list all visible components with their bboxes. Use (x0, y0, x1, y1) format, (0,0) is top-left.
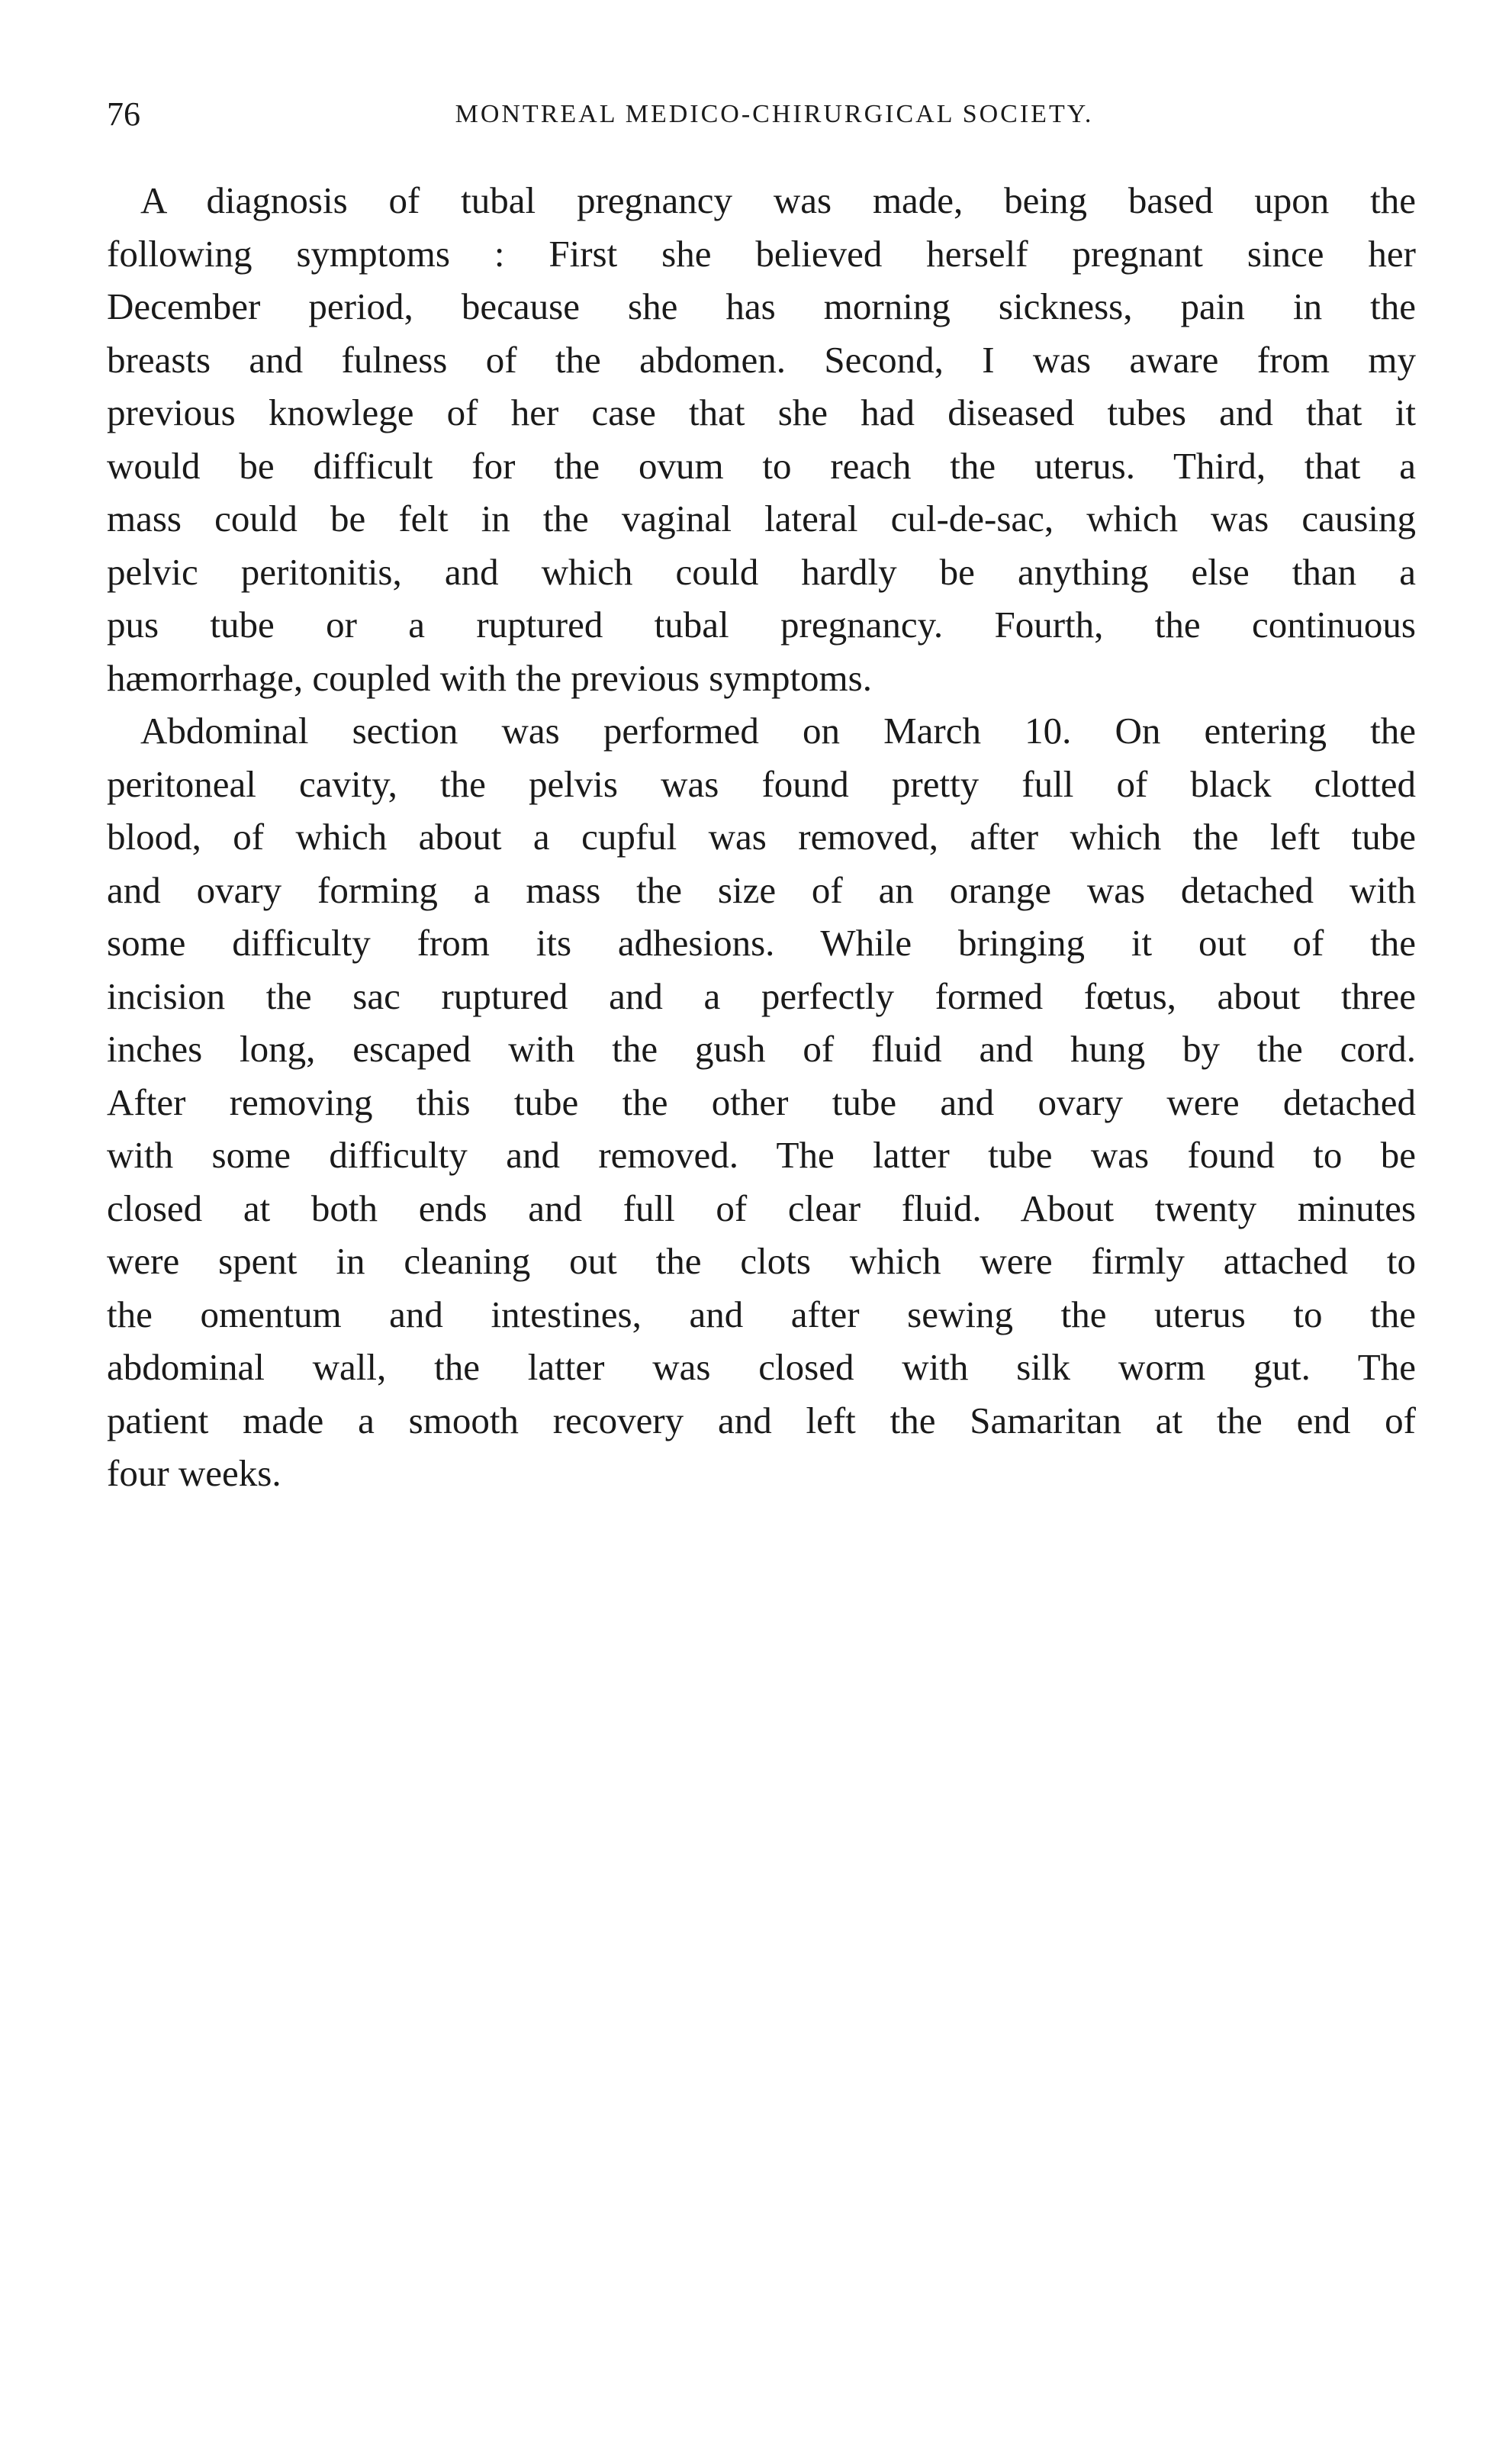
body-text (107, 174, 1416, 1500)
journal-title: MONTREAL MEDICO-CHIRURGICAL SOCIETY. (455, 100, 1094, 128)
text-line: some difficulty from its adhesions. While bringing it out of the (107, 922, 1416, 964)
text-line: pelvic peritonitis, and which could hardly be anything else than a (107, 550, 1416, 593)
text-line: following symptoms : First she believed herself pregnant since her (107, 232, 1416, 275)
text-line: A diagnosis of tubal pregnancy was made, being based upon the (140, 179, 1416, 221)
running-head (107, 92, 1419, 137)
text-line: inches long, escaped with the gush of fluid and hung by the cord. (107, 1028, 1416, 1070)
paragraph-abdominal-section (107, 704, 1416, 1500)
text-line: were spent in cleaning out the clots which were firmly attached to (107, 1240, 1416, 1282)
text-line: peritoneal cavity, the pelvis was found pretty full of black clotted (107, 762, 1416, 805)
page-number: 76 (107, 95, 140, 133)
text-line: December period, because she has morning sickness, pain in the (107, 285, 1416, 327)
text-line: would be difficult for the ovum to reach the uterus. Third, that a (107, 444, 1416, 487)
text-line: After removing this tube the other tube and ovary were detached (107, 1081, 1416, 1123)
text-line: patient made a smooth recovery and left the Samaritan at the end of (107, 1399, 1416, 1441)
text-line: the omentum and intestines, and after sewing the uterus to the (107, 1293, 1416, 1335)
text-line: abdominal wall, the latter was closed with silk worm gut. The (107, 1346, 1416, 1388)
text-line: closed at both ends and full of clear fluid. About twenty minutes (107, 1187, 1416, 1229)
text-line: and ovary forming a mass the size of an orange was detached with (107, 868, 1416, 911)
text-line: breasts and fulness of the abdomen. Second, I was aware from my (107, 338, 1416, 381)
text-line: with some difficulty and removed. The latter tube was found to be (107, 1134, 1416, 1176)
text-line: pus tube or a ruptured tubal pregnancy. Fourth, the continuous (107, 604, 1416, 646)
text-line: Abdominal section was performed on March 10. On entering the (140, 710, 1416, 752)
text-line: mass could be felt in the vaginal lateral cul-de-sac, which was causing (107, 498, 1416, 539)
text-line: blood, of which about a cupful was removed, after which the left tube (107, 816, 1416, 858)
paragraph-diagnosis (107, 174, 1416, 704)
text-line: hæmorrhage, coupled with the previous symptoms. (107, 656, 872, 699)
text-line: four weeks. (107, 1452, 281, 1494)
text-line: incision the sac ruptured and a perfectly formed fœtus, about three (107, 974, 1416, 1017)
text-line: previous knowlege of her case that she had diseased tubes and that it (107, 391, 1416, 433)
